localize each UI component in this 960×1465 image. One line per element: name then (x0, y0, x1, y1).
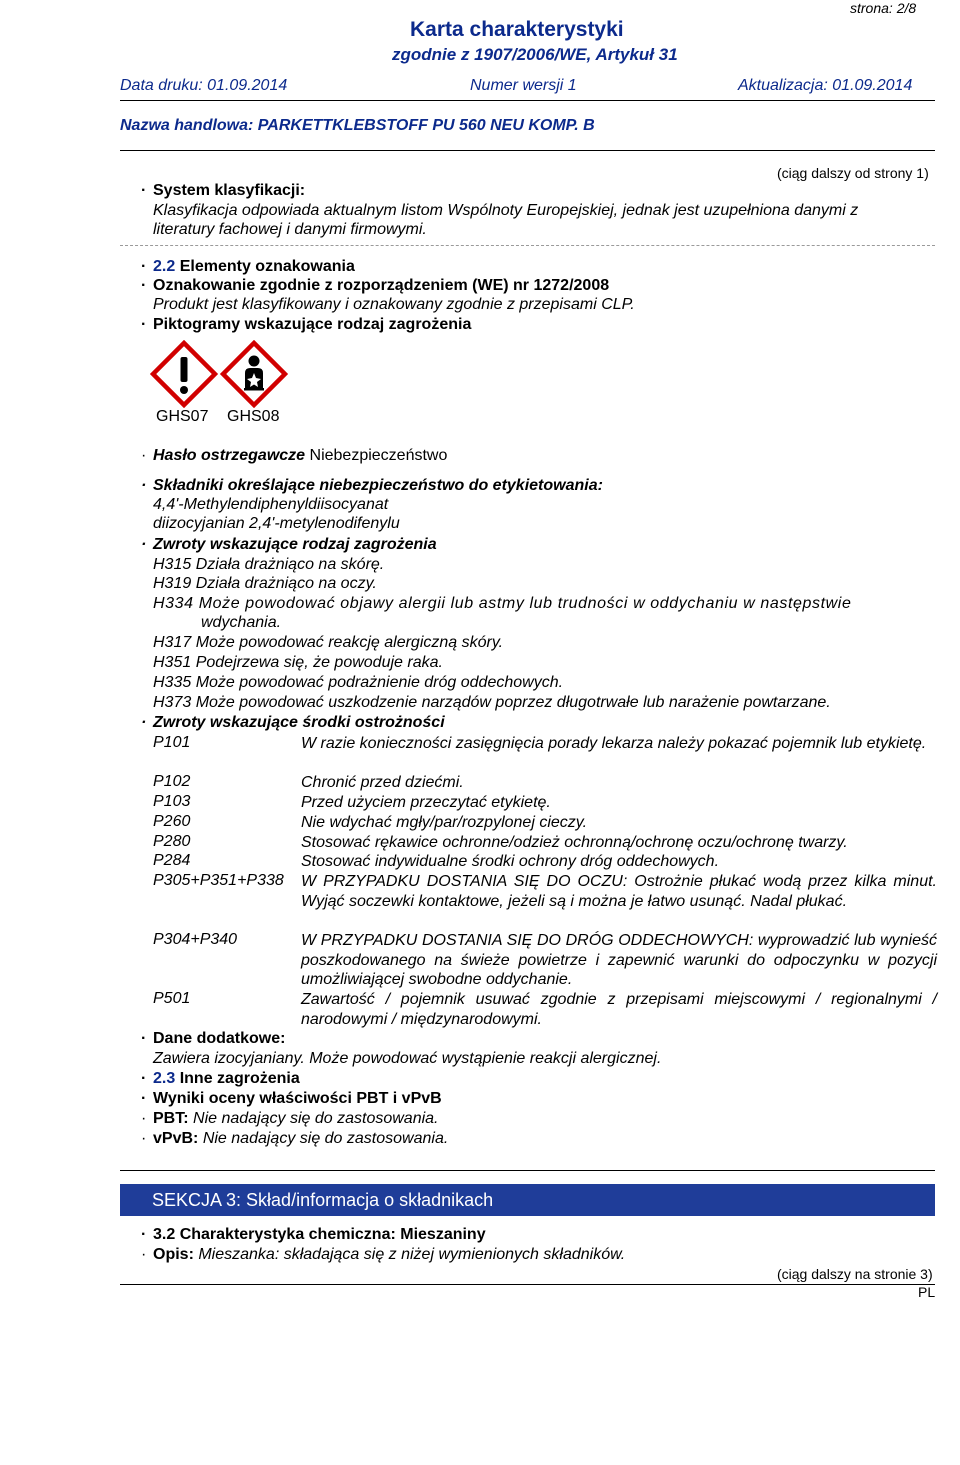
p-statement-text: Chronić przed dziećmi. (301, 774, 464, 791)
ghs08-pictogram (220, 340, 288, 408)
pbt-row: · PBT: Nie nadający się do zastosowania. (153, 1110, 439, 1128)
pictograms-heading: · Piktogramy wskazujące rodzaj zagrożenia (153, 316, 471, 334)
continued-from: (ciąg dalszy od strony 1) (777, 165, 929, 181)
additional-info-heading: · Dane dodatkowe: (153, 1030, 285, 1048)
p-statement-code: P501 (153, 990, 191, 1007)
p-statement-text: W razie konieczności zasięgnięcia porady lekarza należy pokazać pojemnik lub etykietę. (301, 735, 927, 752)
ghs08-label: GHS08 (227, 408, 280, 425)
h-statement: H319 Działa drażniąco na oczy. (153, 575, 377, 592)
header-divider (120, 100, 935, 101)
p-statement-code: P280 (153, 833, 191, 850)
regulation-heading: · Oznakowanie zgodnie z rozporządzeniem (WE) nr 1272/2008 (153, 277, 609, 295)
h-statement: H351 Podejrzewa się, że powoduje raka. (153, 654, 443, 671)
signal-word: Niebezpieczeństwo (309, 447, 448, 464)
ghs07-pictogram (150, 340, 218, 408)
p-statement-code: P305+P351+P338 (153, 872, 284, 889)
p-statement-text: Stosować rękawice ochronne/odzież ochronną/ochronę oczu/ochronę twarzy. (301, 834, 848, 851)
continued-to: (ciąg dalszy na stronie 3) (777, 1266, 933, 1282)
h-statement: H334 Może powodować objawy alergii lub astmy lub trudności w oddychaniu w następstwie (153, 595, 852, 612)
p-statement-code: P304+P340 (153, 931, 238, 948)
h-statement: H317 Może powodować reakcję alergiczną skóry. (153, 634, 504, 651)
section3-subheading: · 3.2 Charakterystyka chemiczna: Mieszaniny (153, 1226, 486, 1244)
regulation-text: Produkt jest klasyfikowany i oznakowany zgodnie z przepisami CLP. (153, 296, 635, 313)
footer-rule (120, 1284, 935, 1285)
classification-heading: · System klasyfikacji: (153, 182, 305, 200)
component-item: 4,4'-Methylendiphenyldiisocyanat (153, 496, 389, 513)
p-statement-code: P103 (153, 793, 191, 810)
h-statement-continuation: wdychania. (201, 614, 282, 631)
p-statements-heading: · Zwroty wskazujące środki ostrożności (153, 714, 445, 732)
page-number: strona: 2/8 (850, 0, 917, 16)
section3-title-bar: SEKCJA 3: Skład/informacja o składnikach (120, 1184, 935, 1216)
version-number: Numer wersji 1 (470, 77, 577, 94)
p-statement-text: Zawartość / pojemnik usuwać zgodnie z przepisami miejscowymi / regionalnymi / narodowymi / międzynarodowymi. (301, 991, 937, 1028)
signal-word-row: · Hasło ostrzegawcze Niebezpieczeństwo (153, 447, 447, 465)
trade-name-divider (120, 150, 935, 151)
p-statement-text: Stosować indywidualne środki ochrony dróg oddechowych. (301, 853, 720, 870)
h-statement: H315 Działa drażniąco na skórę. (153, 556, 385, 573)
additional-info-text: Zawiera izocyjaniany. Może powodować wystąpienie reakcji alergicznej. (153, 1050, 662, 1067)
h-statement: H373 Może powodować uszkodzenie narządów poprzez długotrwałe lub narażenie powtarzane. (153, 694, 831, 711)
trade-name: Nazwa handlowa: PARKETTKLEBSTOFF PU 560 NEU KOMP. B (120, 117, 595, 134)
section-separator (120, 245, 935, 246)
exclamation-mark-icon (150, 340, 218, 408)
vpvb-row: · vPvB: Nie nadający się do zastosowania. (153, 1130, 448, 1148)
p-statement-code: P260 (153, 813, 191, 830)
classification-text-1: Klasyfikacja odpowiada aktualnym listom Wspólnoty Europejskiej, jednak jest uzupełniona danymi z (153, 202, 859, 219)
p-statement-text: W PRZYPADKU DOSTANIA SIĘ DO OCZU: Ostrożnie płukać wodą przez kilka minut. Wyjąć soczewki kontaktowe, jeżeli są i można je łatwo usunąć. Nadal płukać. (301, 873, 937, 910)
p-statement-code: P102 (153, 773, 191, 790)
ghs07-label: GHS07 (156, 408, 209, 425)
document-title: Karta charakterystyki (410, 18, 624, 41)
pbt-assessment-heading: · Wyniki oceny właściwości PBT i vPvB (153, 1090, 442, 1108)
section3-top-rule (120, 1170, 935, 1171)
section3-description: · Opis: Mieszanka: składająca się z niżej wymienionych składników. (153, 1246, 625, 1264)
p-statement-text: Nie wdychać mgły/par/rozpylonej cieczy. (301, 814, 588, 831)
labelling-heading: · 2.2 Elementy oznakowania (153, 258, 355, 276)
components-heading: · Składniki określające niebezpieczeństwo do etykietowania: (153, 477, 603, 495)
h-statements-heading: · Zwroty wskazujące rodzaj zagrożenia (153, 536, 437, 554)
p-statement-text: Przed użyciem przeczytać etykietę. (301, 794, 551, 811)
component-item: diizocyjanian 2,4'-metylenodifenylu (153, 515, 400, 532)
health-hazard-icon (220, 340, 288, 408)
other-hazards-heading: · 2.3 Inne zagrożenia (153, 1070, 300, 1088)
classification-text-2: literatury fachowej i danymi firmowymi. (153, 221, 427, 238)
p-statement-code: P101 (153, 734, 191, 751)
h-statement: H335 Może powodować podrażnienie dróg oddechowych. (153, 674, 564, 691)
update-date: Aktualizacja: 01.09.2014 (738, 77, 913, 94)
p-statement-text: W PRZYPADKU DOSTANIA SIĘ DO DRÓG ODDECHOWYCH: wyprowadzić lub wynieść poszkodowanego na świeże powietrze i zapewnić warunki do odpoczynku w pozycji umożliwiającej swobodne oddychanie. (301, 932, 937, 988)
document-subtitle: zgodnie z 1907/2006/WE, Artykuł 31 (392, 45, 678, 64)
p-statement-code: P284 (153, 852, 191, 869)
print-date: Data druku: 01.09.2014 (120, 77, 288, 94)
language-code: PL (918, 1284, 936, 1300)
